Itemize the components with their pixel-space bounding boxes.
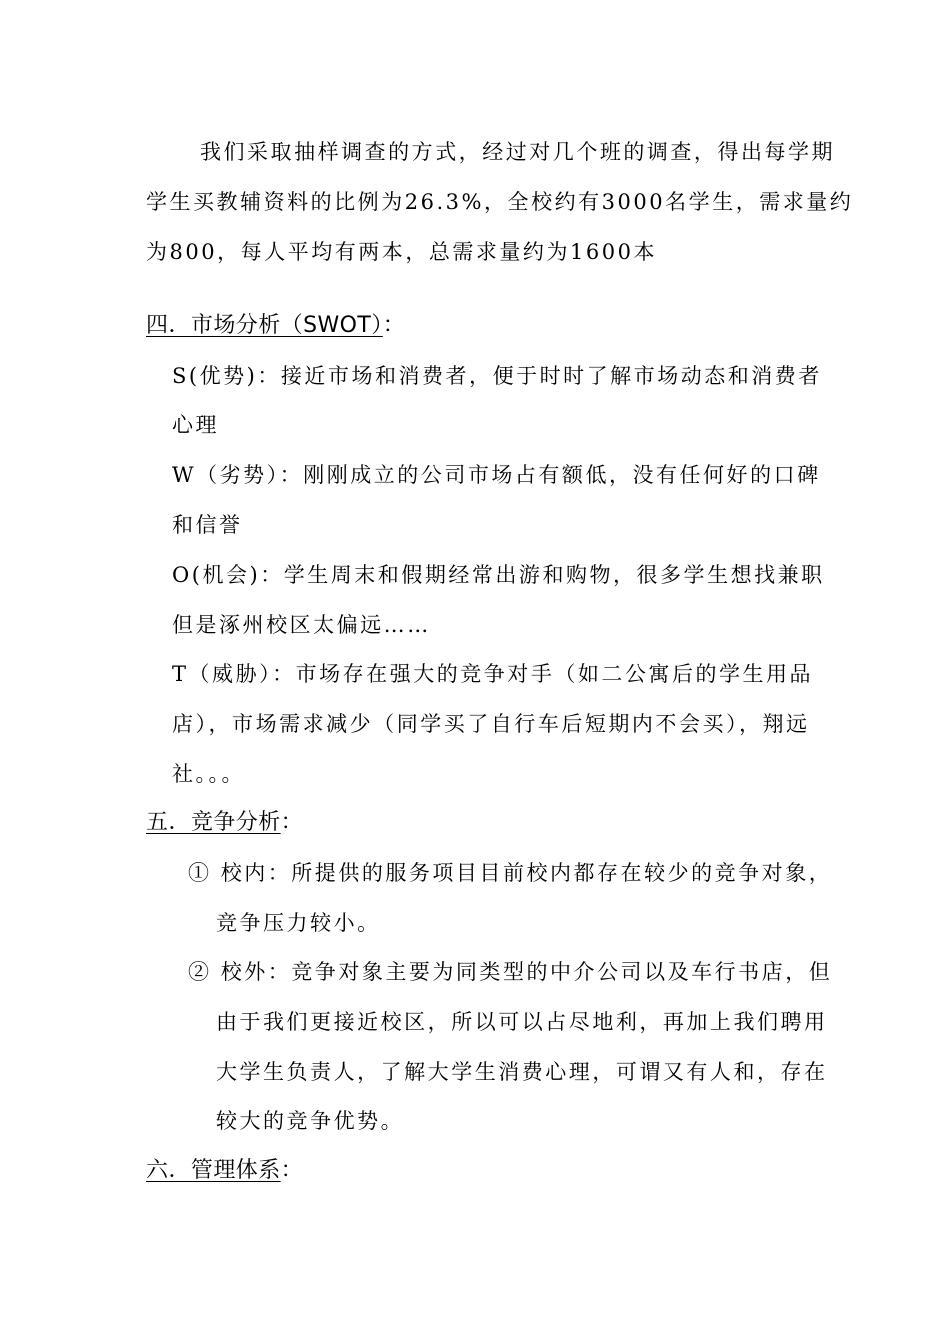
competition-external-line-4: 较大的竞争优势。 (216, 1109, 405, 1133)
competition-external-line-1: ② 校外：竞争对象主要为同类型的中介公司以及车行书店，但 (188, 960, 833, 984)
swot-strength-line-1: S(优势)：接近市场和消费者，便于时时了解市场动态和消费者 (172, 364, 822, 388)
competition-external-line-3: 大学生负责人，了解大学生消费心理，可谓又有人和，存在 (216, 1060, 828, 1084)
section-5-colon: ： (280, 810, 304, 835)
section-6-colon: ： (280, 1158, 304, 1183)
swot-opportunity-line-2: 但是涿州校区太偏远…… (172, 613, 431, 637)
intro-line-2: 学生买教辅资料的比例为26.3%，全校约有3000名学生，需求量约 (146, 190, 854, 214)
swot-threat-line-3: 社。。。 (172, 762, 246, 786)
swot-opportunity-line-1: O(机会)：学生周末和假期经常出游和购物，很多学生想找兼职 (172, 563, 825, 587)
swot-weakness-line-1: W（劣势）：刚刚成立的公司市场占有额低，没有任何好的口碑 (172, 463, 821, 487)
competition-external-line-2: 由于我们更接近校区，所以可以占尽地利，再加上我们聘用 (216, 1010, 828, 1034)
section-4-colon: ： (382, 313, 406, 338)
swot-strength-line-2: 心理 (172, 413, 220, 437)
section-5-heading (146, 808, 303, 838)
swot-threat-line-2: 店），市场需求减少（同学买了自行车后短期内不会买），翔远 (172, 712, 810, 736)
intro-line-3: 为800，每人平均有两本，总需求量约为1600本 (146, 240, 658, 264)
competition-internal-line-1: ① 校内：所提供的服务项目目前校内都存在较少的竞争对象， (188, 861, 833, 885)
section-6-title: 六．管理体系 (146, 1158, 281, 1183)
section-4-heading (146, 311, 405, 341)
intro-line-1: 我们采取抽样调查的方式，经过对几个班的调查，得出每学期 (200, 140, 836, 164)
section-6-heading (146, 1156, 303, 1186)
competition-internal-line-2: 竞争压力较小。 (216, 911, 381, 935)
section-4-title: 四．市场分析（SWOT） (146, 313, 383, 338)
swot-weakness-line-2: 和信誉 (172, 513, 243, 537)
swot-threat-line-1: T（威胁）：市场存在强大的竞争对手（如二公寓后的学生用品 (172, 662, 814, 686)
section-5-title: 五．竞争分析 (146, 810, 281, 835)
